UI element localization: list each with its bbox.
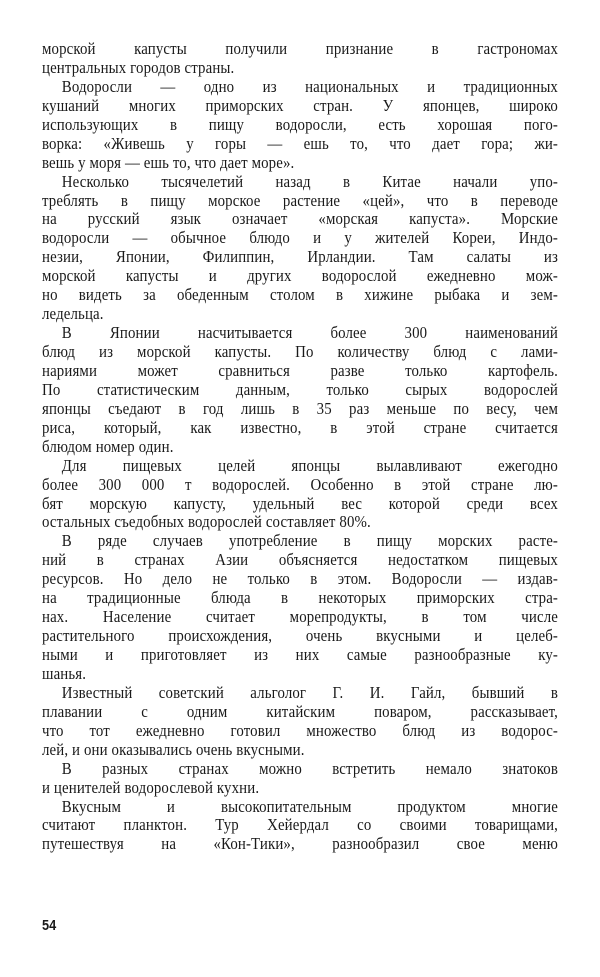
text-line: вешь у моря — ешь то, что дает море». [42, 152, 295, 172]
page-number: 54 [42, 917, 57, 934]
paragraph [42, 684, 558, 760]
text-line: нариями может сравниться разве только картофель. [42, 360, 558, 380]
text-line: остальных съедобных водорослей составляет 80%. [42, 512, 371, 532]
text-line: растительного происхождения, очень вкусными и целеб- [42, 626, 558, 646]
page-body [42, 40, 558, 854]
text-line: В разных странах можно встретить немало знатоков [61, 758, 558, 778]
text-line: Вкусным и высокопитательным продуктом многие [61, 796, 558, 816]
text-line: морской капусты получили признание в гастрономах [42, 39, 558, 58]
text-line: лей, и они оказывались очень вкусными. [42, 739, 305, 759]
text-line: шанья. [42, 663, 87, 683]
text-line: морской капусты и других водорослой ежедневно мож- [42, 266, 558, 286]
text-line: использующих в пищу водоросли, есть хорошая пого- [42, 114, 558, 134]
text-line: ледельца. [42, 304, 104, 324]
text-line: блюд из морской капусты. По количеству блюд с лами- [42, 342, 558, 361]
text-line: блюдом номер один. [42, 436, 174, 456]
text-line: на русский язык означает «морская капуста». Морские [42, 209, 558, 229]
text-line: В Японии насчитывается более 300 наименований [61, 323, 558, 343]
paragraph [42, 760, 558, 798]
text-line: но видеть за обеденным столом в хижине рыбака и зем- [42, 285, 558, 305]
text-line: треблять в пищу морское растение «цей», что в переводе [42, 190, 558, 210]
text-line: ний в странах Азии объясняется недостатком пищевых [42, 550, 558, 570]
paragraph [42, 324, 558, 457]
text-line: и ценителей водорослевой кухни. [42, 777, 260, 797]
text-line: нах. Население считает морепродукты, в том числе [42, 607, 558, 627]
text-line: более 300 000 т водорослей. Особенно в этой стране лю- [42, 474, 558, 494]
text-line: японцы съедают в год лишь в 35 раз меньше по весу, чем [42, 398, 558, 418]
text-line: Для пищевых целей японцы вылавливают ежегодно [61, 455, 558, 475]
text-line: что тот ежедневно готовил множество блюд из водорос- [42, 720, 558, 740]
text-line: центральных городов страны. [42, 57, 235, 77]
text-line: водоросли — обычное блюдо и у жителей Кореи, Индо- [42, 228, 558, 248]
text-line: на традиционные блюда в некоторых приморских стра- [42, 588, 558, 608]
text-line: плавании с одним китайским поваром, рассказывает, [42, 701, 558, 721]
text-line: Несколько тысячелетий назад в Китае начали упо- [61, 171, 558, 191]
paragraph [42, 173, 558, 325]
text-line: путешествуя на «Кон-Тики», разнообразил свое меню [42, 834, 558, 854]
text-line: незии, Японии, Филиппин, Ирландии. Там салаты из [42, 247, 558, 267]
text-line: Известный советский альголог Г. И. Гайл, бывший в [61, 682, 558, 702]
paragraph [42, 78, 558, 173]
text-line: По статистическим данным, только сырых водорослей [42, 379, 558, 399]
text-line: риса, который, как известно, в этой стране считается [42, 417, 558, 437]
text-line: кушаний многих приморских стран. У японцев, широко [42, 95, 558, 115]
text-line: ными и приготовляет из них самые разнообразные ку- [42, 645, 558, 664]
paragraph [42, 40, 558, 78]
paragraph [42, 798, 558, 855]
text-line: Водоросли — одно из национальных и традиционных [61, 76, 558, 96]
paragraph [42, 532, 558, 684]
text-line: ресурсов. Но дело не только в этом. Водоросли — издав- [42, 569, 558, 589]
text-line: ворка: «Живешь у горы — ешь то, что дает гора; жи- [42, 133, 558, 153]
text-line: считают планктон. Тур Хейердал со своими товарищами, [42, 815, 558, 835]
paragraph [42, 457, 558, 533]
text-line: бят морскую капусту, удельный вес которой среди всех [42, 493, 558, 513]
text-line: В ряде случаев употребление в пищу морских расте- [61, 531, 558, 551]
